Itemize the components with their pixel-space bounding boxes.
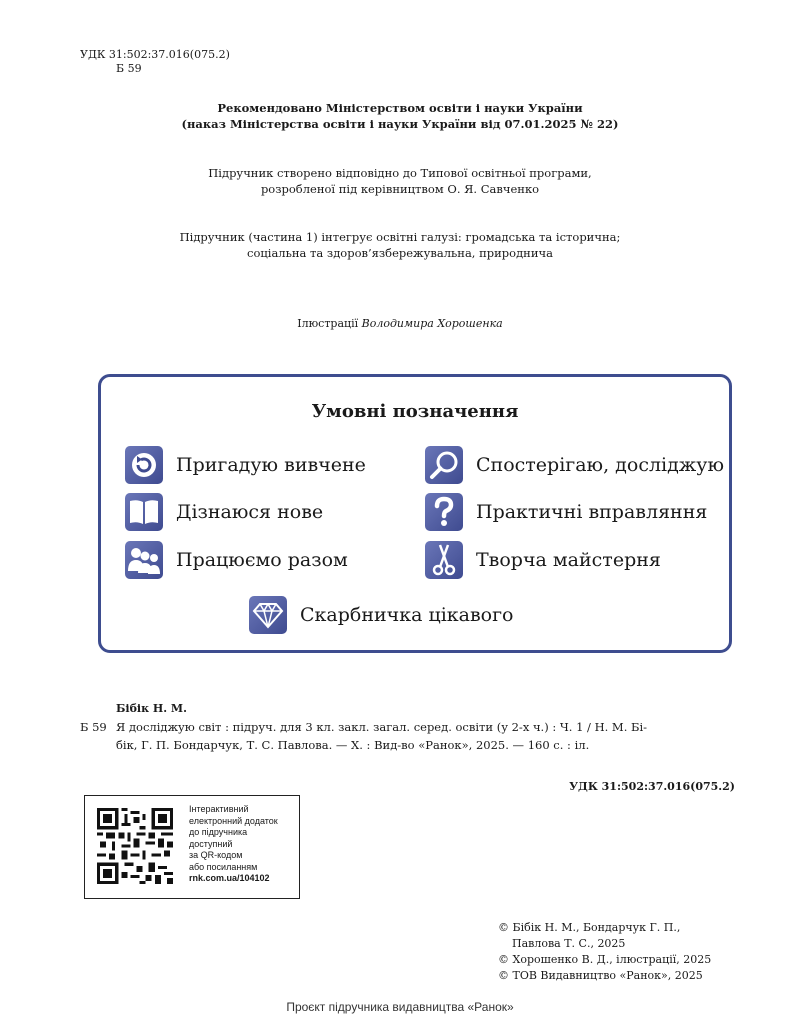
bibliography-line-1: Я досліджую світ : підруч. для 3 кл. закл. загал. серед. освіти (у 2-х ч.) : Ч. 1 / Н. М. Бі- bbox=[116, 720, 648, 734]
question-icon bbox=[425, 493, 463, 531]
illustrator-name: Володимира Хорошенка bbox=[361, 317, 503, 330]
qr-caption-line: або посиланням bbox=[189, 861, 258, 872]
program-line-2: розробленої під керівництвом О. Я. Савченко bbox=[260, 182, 540, 196]
integration-line-1: Підручник (частина 1) інтегрує освітні галузі: громадська та історична; bbox=[179, 230, 621, 244]
legend-label: Творча майстерня bbox=[476, 549, 661, 571]
qr-caption-line: Інтерактивний bbox=[189, 804, 249, 814]
legend-label: Скарбничка цікавого bbox=[300, 604, 514, 626]
program-line-1: Підручник створено відповідно до Типової освітньої програми, bbox=[208, 166, 592, 180]
qr-caption-line: за QR-кодом bbox=[189, 850, 243, 860]
qr-url-link[interactable]: rnk.com.ua/104102 bbox=[189, 873, 270, 883]
legend-item-workshop bbox=[425, 541, 661, 579]
bbk-code: Б 59 bbox=[116, 62, 142, 75]
qr-box bbox=[84, 795, 300, 899]
legend-item-learn bbox=[125, 493, 323, 531]
udk-right: УДК 31:502:37.016(075.2) bbox=[569, 780, 735, 793]
legend-label: Працюємо разом bbox=[176, 549, 348, 571]
bibliography-author: Бібік Н. М. bbox=[116, 702, 187, 715]
qr-caption-line: електронний додаток bbox=[189, 815, 278, 826]
legend-item-recall bbox=[125, 446, 366, 484]
recommendation bbox=[0, 100, 800, 132]
udk-code: УДК 31:502:37.016(075.2) bbox=[80, 48, 230, 61]
copyright-block bbox=[498, 920, 711, 984]
legend-item-observe bbox=[425, 446, 724, 484]
qr-caption-line: доступний bbox=[189, 838, 233, 849]
bibliography-text bbox=[116, 718, 716, 754]
legend-title: Умовні позначення bbox=[311, 401, 519, 422]
legend-item-treasury bbox=[249, 596, 514, 634]
integration-note bbox=[0, 229, 800, 261]
magnifier-icon bbox=[425, 446, 463, 484]
bibliography-code: Б 59 bbox=[80, 720, 107, 734]
legend-label: Дізнаюся нове bbox=[176, 501, 324, 523]
copyright-line-1: © Бібік Н. М., Бондарчук Г. П., bbox=[498, 921, 681, 934]
udk-header bbox=[80, 48, 230, 76]
refresh-icon bbox=[125, 446, 163, 484]
recommendation-line-2: (наказ Міністерства освіти і науки України від 07.01.2025 № 22) bbox=[181, 117, 619, 131]
legend-box bbox=[98, 374, 732, 653]
copyright-line-2: Павлова Т. С., 2025 bbox=[512, 937, 626, 950]
scissors-icon bbox=[425, 541, 463, 579]
diamond-icon bbox=[249, 596, 287, 634]
program-note bbox=[0, 165, 800, 197]
copyright-line-3: © Хорошенко В. Д., ілюстрації, 2025 bbox=[498, 953, 712, 966]
legend-item-together bbox=[125, 541, 348, 579]
legend-item-practice bbox=[425, 493, 707, 531]
illustrations-credit bbox=[0, 316, 800, 332]
illustrations-prefix: Ілюстрації bbox=[297, 317, 362, 330]
recommendation-line-1: Рекомендовано Міністерством освіти і науки України bbox=[217, 101, 583, 115]
legend-label: Практичні вправляння bbox=[476, 501, 708, 523]
footer-note: Проєкт підручника видавництва «Ранок» bbox=[286, 1000, 514, 1014]
qr-caption-line: до підручника bbox=[189, 827, 248, 837]
book-icon bbox=[125, 493, 163, 531]
integration-line-2: соціальна та здоров’язбережувальна, природнича bbox=[247, 246, 553, 260]
legend-label: Спостерігаю, досліджую bbox=[476, 454, 725, 476]
people-icon bbox=[125, 541, 163, 579]
copyright-line-4: © ТОВ Видавництво «Ранок», 2025 bbox=[498, 969, 703, 982]
qr-caption bbox=[189, 804, 278, 885]
bibliography-line-2: бік, Г. П. Бондарчук, Т. С. Павлова. — Х. : Вид-во «Ранок», 2025. — 160 с. : іл. bbox=[116, 738, 590, 752]
legend-label: Пригадую вивчене bbox=[176, 454, 366, 476]
qr-code[interactable] bbox=[97, 808, 173, 884]
